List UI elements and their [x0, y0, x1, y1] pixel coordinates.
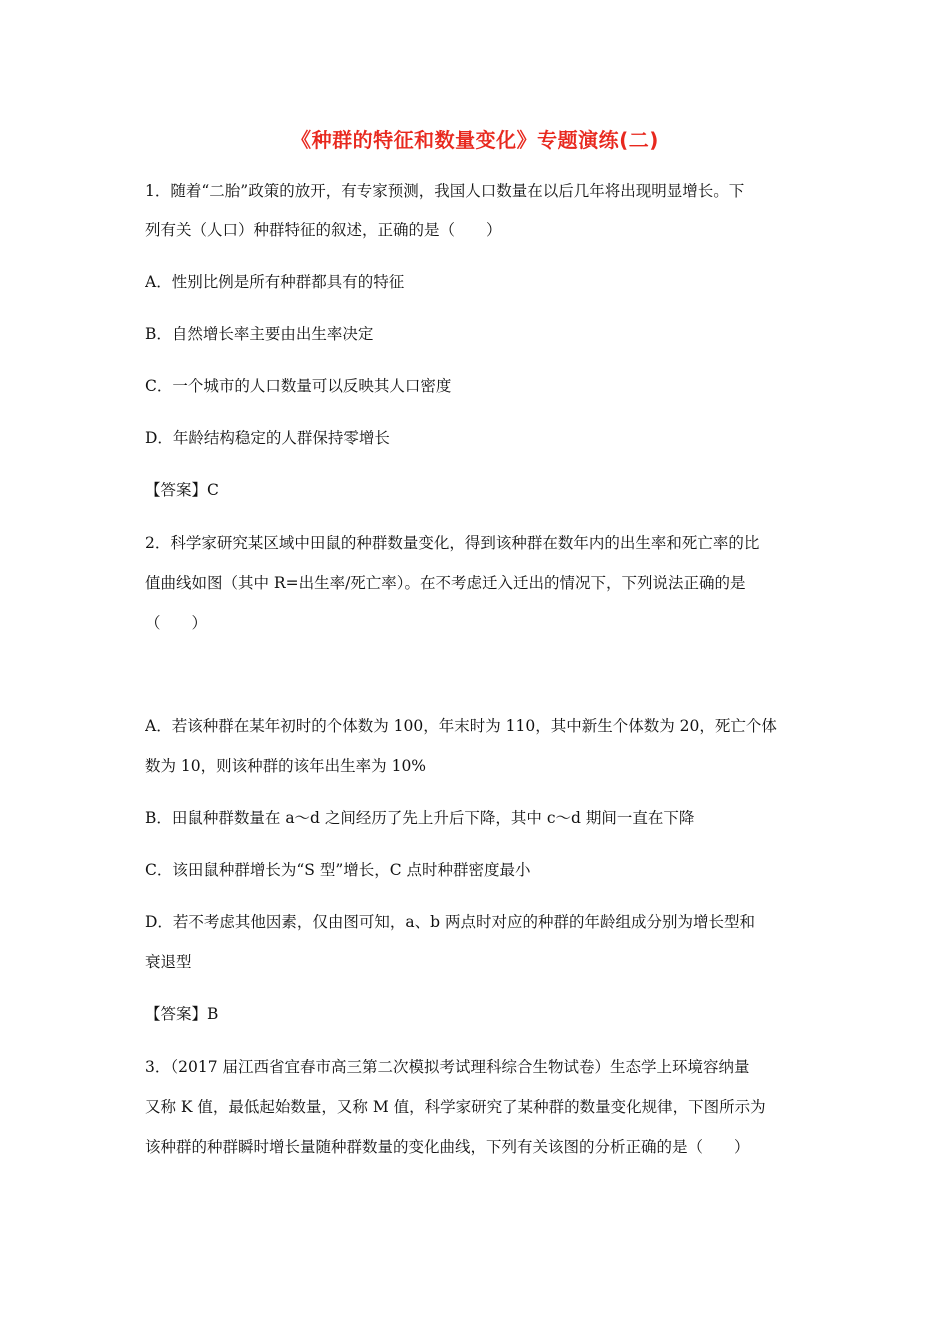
q2-option-c: C．该田鼠种群增长为“S 型”增长，C 点时种群密度最小 — [145, 861, 531, 879]
q3-stem-line-1: 3．（2017 届江西省宜春市高三第二次模拟考试理科综合生物试卷）生态学上环境容纳量 — [145, 1058, 750, 1076]
q1-option-d: D．年龄结构稳定的人群保持零增长 — [145, 429, 390, 447]
q2-option-d-line-2: 衰退型 — [145, 953, 192, 971]
q3-stem-line-3: 该种群的种群瞬时增长量随种群数量的变化曲线，下列有关该图的分析正确的是（ ） — [145, 1138, 750, 1156]
q1-option-a: A．性别比例是所有种群都具有的特征 — [145, 273, 405, 291]
q2-option-b: B．田鼠种群数量在 a～d 之间经历了先上升后下降，其中 c～d 期间一直在下降 — [145, 809, 695, 827]
q3-stem-line-2: 又称 K 值，最低起始数量，又称 M 值，科学家研究了某种群的数量变化规律，下图所示为 — [145, 1098, 766, 1116]
q1-option-b: B．自然增长率主要由出生率决定 — [145, 325, 374, 343]
q2-option-a-line-2: 数为 10，则该种群的该年出生率为 10% — [145, 757, 427, 775]
q1-answer: 【答案】C — [145, 481, 219, 499]
q2-option-d-line-1: D．若不考虑其他因素，仅由图可知，a、b 两点时对应的种群的年龄组成分别为增长型和 — [145, 913, 756, 931]
q1-stem-line-1: 1．随着“二胎”政策的放开，有专家预测，我国人口数量在以后几年将出现明显增长。下 — [145, 182, 745, 200]
document-title: 《种群的特征和数量变化》专题演练(二) — [291, 128, 659, 152]
q2-option-a-line-1: A．若该种群在某年初时的个体数为 100，年末时为 110，其中新生个体数为 20，死亡个体 — [145, 717, 777, 735]
q2-stem-line-3: （ ） — [145, 614, 208, 632]
q2-stem-line-2: 值曲线如图（其中 R=出生率/死亡率）。在不考虑迁入迁出的情况下，下列说法正确的是 — [145, 574, 746, 592]
q1-stem-line-2: 列有关（人口）种群特征的叙述，正确的是（ ） — [145, 221, 502, 239]
q1-option-c: C．一个城市的人口数量可以反映其人口密度 — [145, 377, 452, 395]
q2-stem-line-1: 2．科学家研究某区域中田鼠的种群数量变化，得到该种群在数年内的出生率和死亡率的比 — [145, 534, 760, 552]
q2-answer: 【答案】B — [145, 1005, 219, 1023]
